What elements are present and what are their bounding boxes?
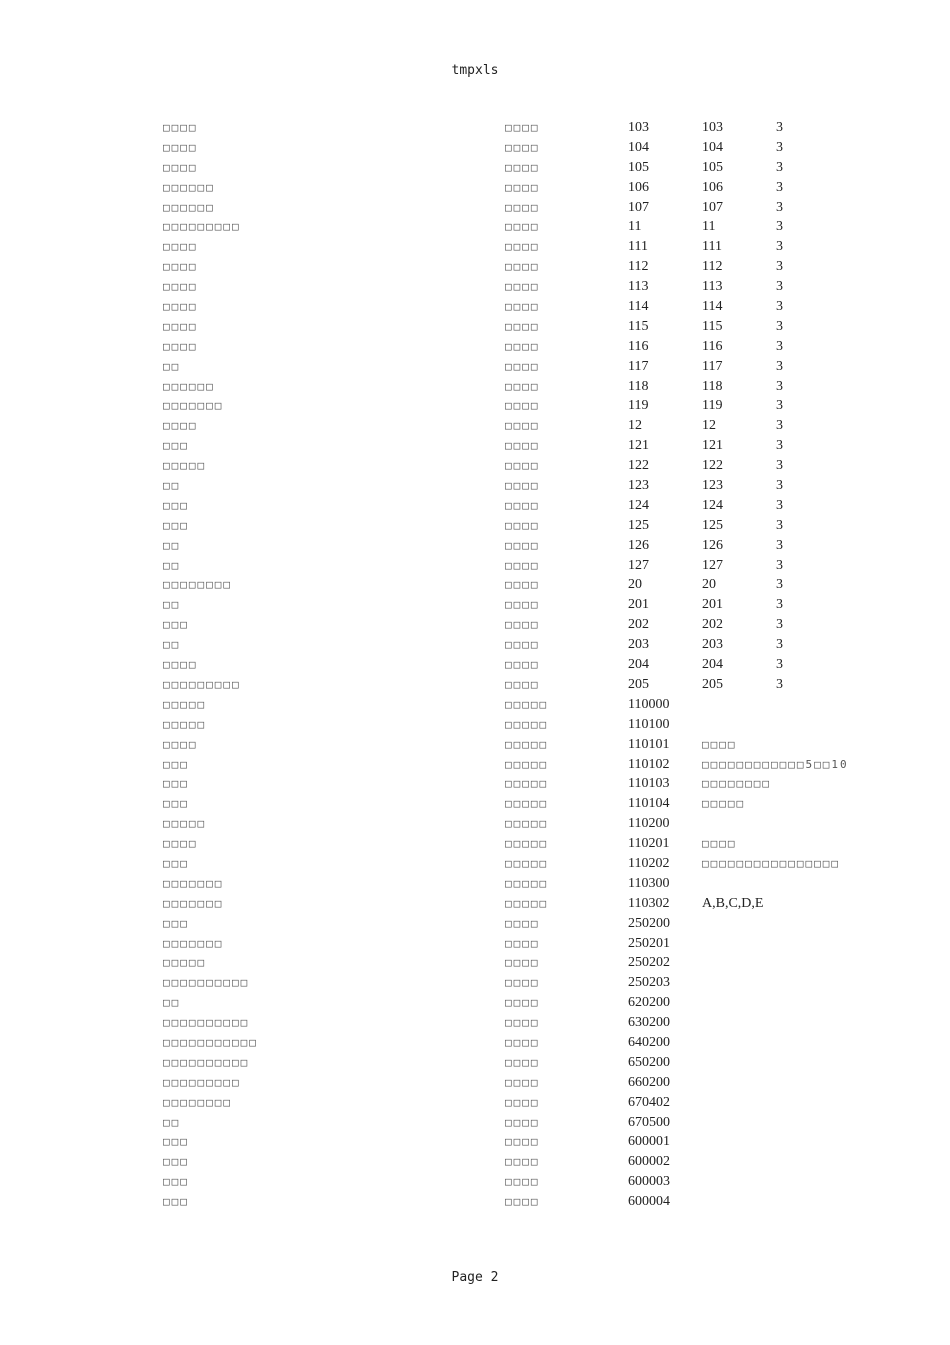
name-cell: □□□□: [163, 658, 198, 672]
name-cell: □□: [163, 598, 181, 612]
code-cell: 650200: [628, 1054, 670, 1070]
table-row: [163, 575, 863, 595]
category-cell: □□□□: [505, 160, 540, 174]
table-row: [163, 416, 863, 436]
spreadsheet-table: [163, 118, 863, 1212]
name-cell: □□□: [163, 618, 189, 632]
name-cell: □□□: [163, 518, 189, 532]
table-row: [163, 755, 863, 775]
name-cell: □□□: [163, 1175, 189, 1189]
category-cell: □□□□□: [505, 837, 549, 851]
code-cell: 126: [628, 537, 649, 553]
code-cell: 115: [628, 318, 649, 334]
value-cell: 204: [702, 657, 723, 673]
level-cell: 3: [776, 318, 783, 334]
value-cell: 124: [702, 497, 723, 513]
name-cell: □□□□□□□□: [163, 1095, 232, 1109]
category-cell: □□□□: [505, 140, 540, 154]
level-cell: 3: [776, 676, 783, 692]
code-cell: 114: [628, 299, 649, 315]
category-cell: □□□□: [505, 1195, 540, 1209]
code-cell: 201: [628, 597, 649, 613]
table-row: [163, 536, 863, 556]
table-row: [163, 1152, 863, 1172]
table-row: [163, 396, 863, 416]
category-cell: □□□□: [505, 1175, 540, 1189]
table-row: [163, 1073, 863, 1093]
table-row: [163, 496, 863, 516]
level-cell: 3: [776, 139, 783, 155]
name-cell: □□□: [163, 757, 189, 771]
name-cell: □□□□: [163, 260, 198, 274]
category-cell: □□□□: [505, 260, 540, 274]
category-cell: □□□□: [505, 359, 540, 373]
table-row: [163, 914, 863, 934]
page-header-title: tmpxls: [451, 63, 499, 78]
name-cell: □□□□: [163, 837, 198, 851]
category-cell: □□□□: [505, 300, 540, 314]
name-cell: □□□□□: [163, 956, 207, 970]
name-cell: □□□□: [163, 300, 198, 314]
code-cell: 12: [628, 418, 642, 434]
level-cell: 3: [776, 299, 783, 315]
level-cell: 3: [776, 458, 783, 474]
category-cell: □□□□: [505, 518, 540, 532]
category-cell: □□□□: [505, 399, 540, 413]
category-cell: □□□□: [505, 936, 540, 950]
category-cell: □□□□: [505, 1155, 540, 1169]
category-cell: □□□□: [505, 180, 540, 194]
name-cell: □□□□: [163, 280, 198, 294]
value-cell: □□□□: [702, 837, 737, 851]
level-cell: 3: [776, 279, 783, 295]
name-cell: □□: [163, 479, 181, 493]
table-row: [163, 615, 863, 635]
level-cell: 3: [776, 438, 783, 454]
value-cell: 12: [702, 418, 716, 434]
table-row: [163, 118, 863, 138]
table-row: [163, 695, 863, 715]
category-cell: □□□□: [505, 121, 540, 134]
category-cell: □□□□: [505, 379, 540, 393]
name-cell: □□: [163, 1115, 181, 1129]
table-row: [163, 854, 863, 874]
level-cell: 3: [776, 577, 783, 593]
table-row: [163, 715, 863, 735]
name-cell: □□□□□: [163, 459, 207, 473]
name-cell: □□□: [163, 439, 189, 453]
table-row: [163, 556, 863, 576]
value-cell: 118: [702, 378, 723, 394]
level-cell: 3: [776, 199, 783, 215]
value-cell: 111: [702, 239, 722, 255]
value-cell: 11: [702, 219, 716, 235]
table-row: [163, 1033, 863, 1053]
code-cell: 250201: [628, 935, 670, 951]
value-cell: 104: [702, 139, 723, 155]
table-row: [163, 635, 863, 655]
code-cell: 125: [628, 517, 649, 533]
code-cell: 116: [628, 338, 649, 354]
name-cell: □□□□□□□: [163, 896, 224, 910]
name-cell: □□□□□□: [163, 180, 215, 194]
value-cell: □□□□□□□□: [702, 777, 771, 791]
code-cell: 110300: [628, 875, 670, 891]
code-cell: 110202: [628, 855, 670, 871]
table-row: [163, 834, 863, 854]
category-cell: □□□□: [505, 618, 540, 632]
category-cell: □□□□: [505, 319, 540, 333]
table-row: [163, 476, 863, 496]
table-row: [163, 237, 863, 257]
category-cell: □□□□: [505, 1115, 540, 1129]
code-cell: 640200: [628, 1034, 670, 1050]
category-cell: □□□□: [505, 1095, 540, 1109]
code-cell: 600004: [628, 1194, 670, 1210]
value-cell: 121: [702, 438, 723, 454]
category-cell: □□□□: [505, 419, 540, 433]
table-row: [163, 277, 863, 297]
category-cell: □□□□: [505, 479, 540, 493]
table-row: [163, 1013, 863, 1033]
code-cell: 110201: [628, 836, 670, 852]
code-cell: 205: [628, 676, 649, 692]
value-cell: 122: [702, 458, 723, 474]
table-row: [163, 257, 863, 277]
name-cell: □□□□□□□□: [163, 578, 232, 592]
table-row: [163, 1093, 863, 1113]
table-row: [163, 198, 863, 218]
value-cell: 127: [702, 557, 723, 573]
code-cell: 630200: [628, 1015, 670, 1031]
code-cell: 119: [628, 398, 649, 414]
code-cell: 660200: [628, 1074, 670, 1090]
category-cell: □□□□: [505, 240, 540, 254]
name-cell: □□□□□: [163, 817, 207, 831]
code-cell: 118: [628, 378, 649, 394]
name-cell: □□□□□: [163, 717, 207, 731]
name-cell: □□□□□□□□□□: [163, 1055, 250, 1069]
category-cell: □□□□□: [505, 797, 549, 811]
category-cell: □□□□: [505, 578, 540, 592]
name-cell: □□□□: [163, 140, 198, 154]
code-cell: 121: [628, 438, 649, 454]
code-cell: 124: [628, 497, 649, 513]
name-cell: □□: [163, 359, 181, 373]
table-row: [163, 894, 863, 914]
name-cell: □□□: [163, 916, 189, 930]
code-cell: 112: [628, 259, 649, 275]
code-cell: 204: [628, 657, 649, 673]
category-cell: □□□□: [505, 1135, 540, 1149]
code-cell: 127: [628, 557, 649, 573]
name-cell: □□□: [163, 1195, 189, 1209]
code-cell: 600001: [628, 1134, 670, 1150]
code-cell: 111: [628, 239, 648, 255]
code-cell: 103: [628, 120, 649, 135]
name-cell: □□□□: [163, 319, 198, 333]
category-cell: □□□□: [505, 200, 540, 214]
code-cell: 110102: [628, 756, 670, 772]
category-cell: □□□□: [505, 1055, 540, 1069]
level-cell: 3: [776, 378, 783, 394]
name-cell: □□□□□□□: [163, 399, 224, 413]
value-cell: 20: [702, 577, 716, 593]
category-cell: □□□□: [505, 658, 540, 672]
value-cell: 117: [702, 358, 723, 374]
value-cell: 201: [702, 597, 723, 613]
level-cell: 3: [776, 497, 783, 513]
name-cell: □□□□□□□: [163, 936, 224, 950]
code-cell: 670402: [628, 1094, 670, 1110]
table-row: [163, 217, 863, 237]
code-cell: 202: [628, 617, 649, 633]
name-cell: □□□□□□□□□□□: [163, 1035, 258, 1049]
table-row: [163, 735, 863, 755]
level-cell: 3: [776, 657, 783, 673]
table-row: [163, 1172, 863, 1192]
value-cell: 107: [702, 199, 723, 215]
category-cell: □□□□□: [505, 896, 549, 910]
value-cell: 115: [702, 318, 723, 334]
table-row: [163, 874, 863, 894]
level-cell: 3: [776, 418, 783, 434]
code-cell: 123: [628, 478, 649, 494]
level-cell: 3: [776, 159, 783, 175]
level-cell: 3: [776, 179, 783, 195]
category-cell: □□□□: [505, 1035, 540, 1049]
name-cell: □□: [163, 538, 181, 552]
code-cell: 105: [628, 159, 649, 175]
name-cell: □□: [163, 558, 181, 572]
category-cell: □□□□: [505, 1016, 540, 1030]
level-cell: 3: [776, 120, 783, 135]
level-cell: 3: [776, 517, 783, 533]
value-cell: 126: [702, 537, 723, 553]
name-cell: □□□□: [163, 121, 198, 134]
code-cell: 670500: [628, 1114, 670, 1130]
level-cell: 3: [776, 637, 783, 653]
name-cell: □□□: [163, 777, 189, 791]
code-cell: 113: [628, 279, 649, 295]
name-cell: □□□□□: [163, 697, 207, 711]
value-cell: □□□□: [702, 737, 737, 751]
table-row: [163, 436, 863, 456]
code-cell: 620200: [628, 995, 670, 1011]
table-row: [163, 1132, 863, 1152]
code-cell: 110302: [628, 895, 670, 911]
table-row: [163, 337, 863, 357]
value-cell: 205: [702, 676, 723, 692]
table-row: [163, 1192, 863, 1212]
name-cell: □□□□: [163, 240, 198, 254]
value-cell: 114: [702, 299, 723, 315]
level-cell: 3: [776, 259, 783, 275]
table-row: [163, 595, 863, 615]
value-cell: A,B,C,D,E: [702, 895, 764, 911]
value-cell: □□□□□□□□□□□□5□□10: [702, 757, 849, 771]
category-cell: □□□□: [505, 916, 540, 930]
table-row: [163, 297, 863, 317]
level-cell: 3: [776, 398, 783, 414]
code-cell: 600002: [628, 1154, 670, 1170]
value-cell: 202: [702, 617, 723, 633]
value-cell: 119: [702, 398, 723, 414]
level-cell: 3: [776, 338, 783, 354]
code-cell: 110104: [628, 796, 670, 812]
table-row: [163, 1113, 863, 1133]
code-cell: 122: [628, 458, 649, 474]
name-cell: □□□□□□□□□: [163, 677, 241, 691]
code-cell: 106: [628, 179, 649, 195]
category-cell: □□□□□: [505, 737, 549, 751]
name-cell: □□□□□□: [163, 200, 215, 214]
table-row: [163, 456, 863, 476]
table-row: [163, 138, 863, 158]
category-cell: □□□□: [505, 638, 540, 652]
code-cell: 600003: [628, 1174, 670, 1190]
name-cell: □□□□: [163, 737, 198, 751]
level-cell: 3: [776, 537, 783, 553]
table-row: [163, 934, 863, 954]
name-cell: □□□: [163, 797, 189, 811]
category-cell: □□□□: [505, 280, 540, 294]
name-cell: □□□□: [163, 419, 198, 433]
table-row: [163, 158, 863, 178]
code-cell: 110100: [628, 716, 670, 732]
name-cell: □□□□□□: [163, 379, 215, 393]
code-cell: 104: [628, 139, 649, 155]
code-cell: 11: [628, 219, 642, 235]
name-cell: □□□□: [163, 339, 198, 353]
category-cell: □□□□: [505, 598, 540, 612]
category-cell: □□□□: [505, 538, 540, 552]
code-cell: 110101: [628, 736, 670, 752]
name-cell: □□□□□□□□□□: [163, 976, 250, 990]
category-cell: □□□□: [505, 558, 540, 572]
value-cell: 103: [702, 120, 723, 135]
code-cell: 110000: [628, 696, 670, 712]
table-row: [163, 377, 863, 397]
category-cell: □□□□□: [505, 817, 549, 831]
name-cell: □□□: [163, 1155, 189, 1169]
name-cell: □□□: [163, 498, 189, 512]
value-cell: 116: [702, 338, 723, 354]
code-cell: 250200: [628, 915, 670, 931]
code-cell: 110103: [628, 776, 670, 792]
table-row: [163, 516, 863, 536]
category-cell: □□□□: [505, 498, 540, 512]
category-cell: □□□□□: [505, 876, 549, 890]
table-row: [163, 655, 863, 675]
category-cell: □□□□: [505, 677, 540, 691]
category-cell: □□□□: [505, 439, 540, 453]
name-cell: □□□□□□□□□□: [163, 1016, 250, 1030]
value-cell: 112: [702, 259, 723, 275]
table-row: [163, 675, 863, 695]
name-cell: □□: [163, 996, 181, 1010]
table-row: [163, 953, 863, 973]
category-cell: □□□□□: [505, 757, 549, 771]
category-cell: □□□□□: [505, 777, 549, 791]
code-cell: 117: [628, 358, 649, 374]
level-cell: 3: [776, 557, 783, 573]
category-cell: □□□□: [505, 339, 540, 353]
value-cell: 113: [702, 279, 723, 295]
level-cell: 3: [776, 239, 783, 255]
page-number: Page 2: [451, 1270, 499, 1285]
category-cell: □□□□: [505, 996, 540, 1010]
category-cell: □□□□: [505, 1075, 540, 1089]
code-cell: 250202: [628, 955, 670, 971]
name-cell: □□: [163, 638, 181, 652]
table-row: [163, 1053, 863, 1073]
value-cell: 106: [702, 179, 723, 195]
table-row: [163, 178, 863, 198]
value-cell: 105: [702, 159, 723, 175]
code-cell: 250203: [628, 975, 670, 991]
code-cell: 20: [628, 577, 642, 593]
name-cell: □□□□□□□□□: [163, 1075, 241, 1089]
table-row: [163, 774, 863, 794]
table-row: [163, 973, 863, 993]
name-cell: □□□: [163, 1135, 189, 1149]
category-cell: □□□□: [505, 220, 540, 234]
code-cell: 110200: [628, 816, 670, 832]
table-row: [163, 814, 863, 834]
table-row: [163, 993, 863, 1013]
table-row: [163, 794, 863, 814]
code-cell: 203: [628, 637, 649, 653]
value-cell: □□□□□: [702, 797, 746, 811]
table-row: [163, 317, 863, 337]
category-cell: □□□□□: [505, 856, 549, 870]
category-cell: □□□□: [505, 459, 540, 473]
value-cell: 123: [702, 478, 723, 494]
name-cell: □□□□□□□□□: [163, 220, 241, 234]
level-cell: 3: [776, 617, 783, 633]
table-row: [163, 357, 863, 377]
name-cell: □□□: [163, 856, 189, 870]
level-cell: 3: [776, 358, 783, 374]
name-cell: □□□□□□□: [163, 876, 224, 890]
level-cell: 3: [776, 597, 783, 613]
level-cell: 3: [776, 219, 783, 235]
name-cell: □□□□: [163, 160, 198, 174]
category-cell: □□□□□: [505, 717, 549, 731]
value-cell: □□□□□□□□□□□□□□□□: [702, 856, 840, 870]
level-cell: 3: [776, 478, 783, 494]
value-cell: 203: [702, 637, 723, 653]
value-cell: 125: [702, 517, 723, 533]
category-cell: □□□□: [505, 976, 540, 990]
category-cell: □□□□□: [505, 697, 549, 711]
category-cell: □□□□: [505, 956, 540, 970]
code-cell: 107: [628, 199, 649, 215]
